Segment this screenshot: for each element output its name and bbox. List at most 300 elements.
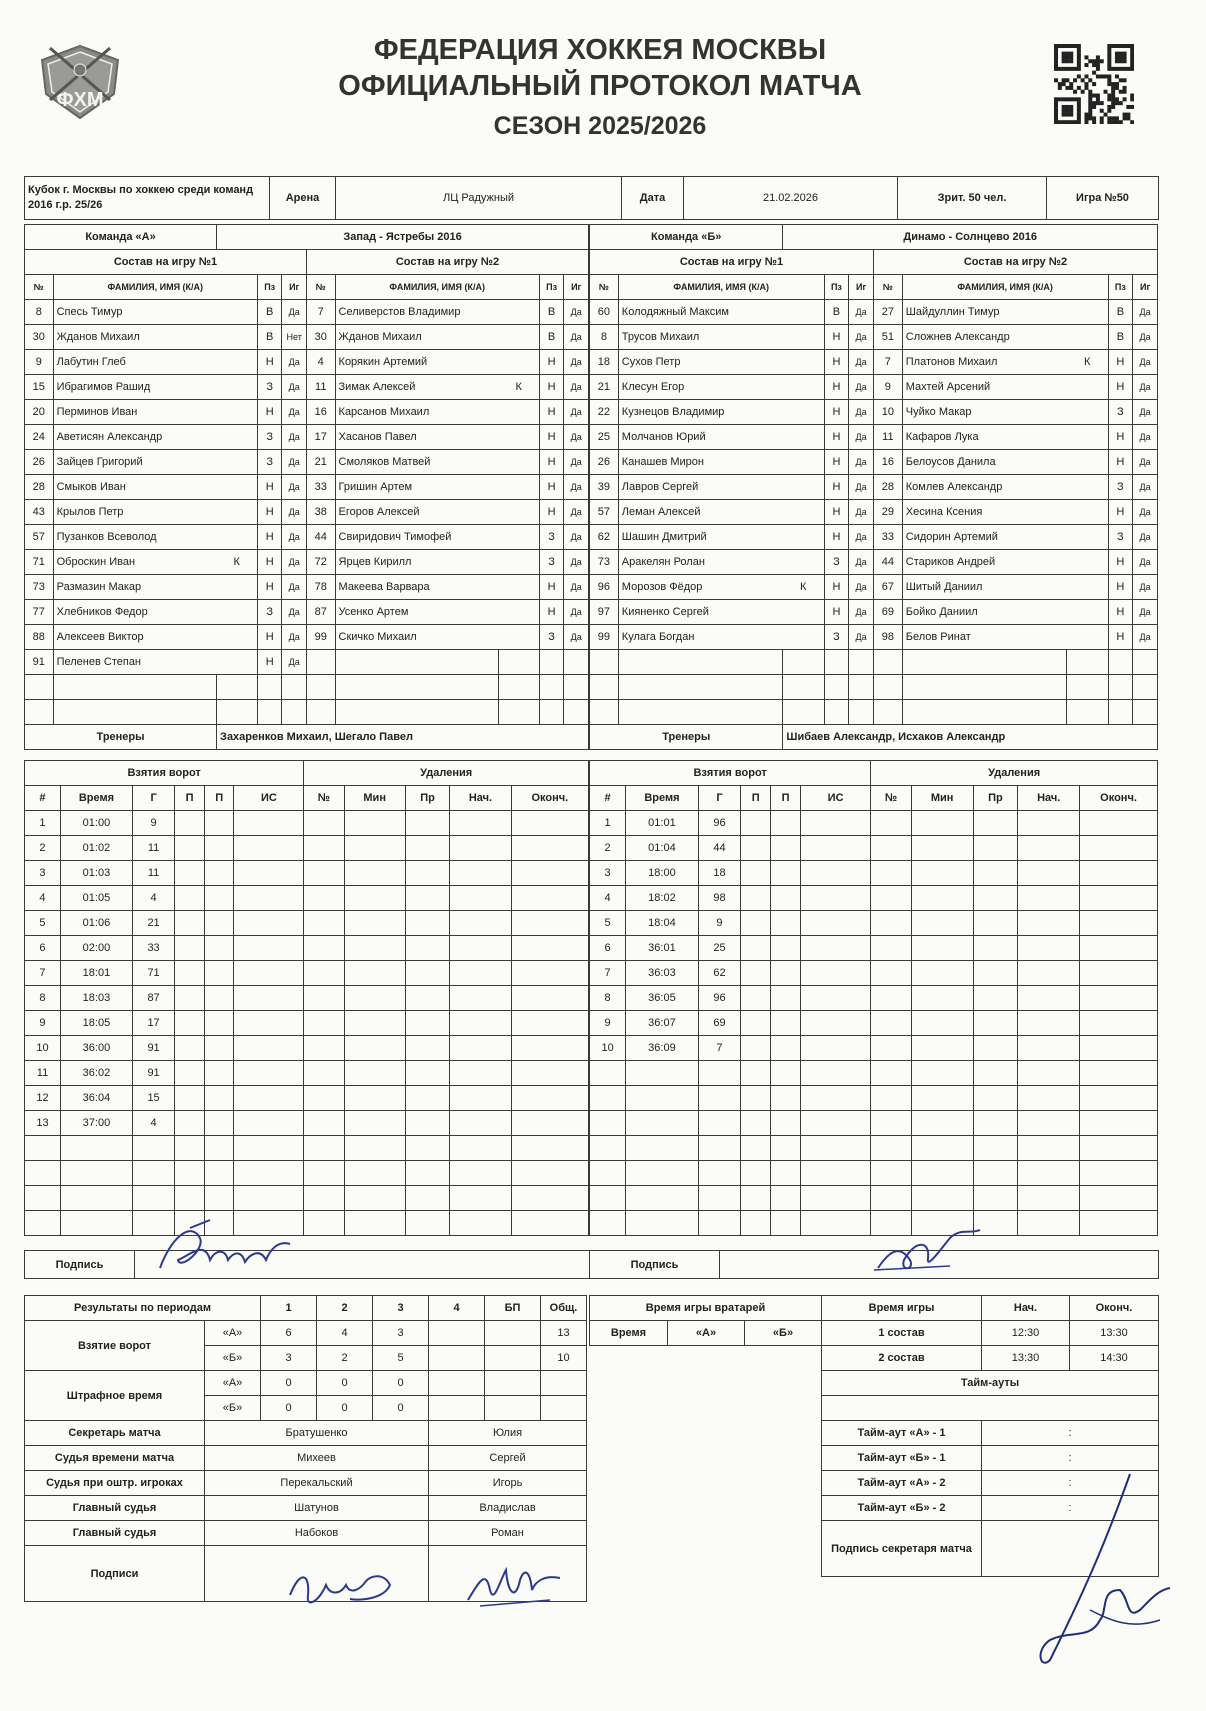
- goal-scorer: 18: [698, 861, 741, 886]
- official-role: Главный судья: [25, 1496, 205, 1521]
- player-position: Н: [257, 500, 282, 525]
- period-cell: [485, 1346, 541, 1371]
- goal-number: 6: [590, 936, 626, 961]
- player-played: Да: [1133, 400, 1158, 425]
- empty-cell: [304, 911, 344, 936]
- player-number: 99: [306, 625, 335, 650]
- player-number: 87: [306, 600, 335, 625]
- empty-cell: [741, 961, 771, 986]
- date-label: Дата: [622, 177, 684, 220]
- empty-cell: [304, 1011, 344, 1036]
- empty-cell: [1018, 1186, 1080, 1211]
- captain-mark: [783, 425, 824, 450]
- empty-cell: [783, 650, 824, 675]
- goals-col-p2: П: [771, 786, 801, 811]
- secretary-signature: [1030, 1470, 1180, 1670]
- period-col: БП: [485, 1296, 541, 1321]
- timeouts-title: Тайм-ауты: [822, 1371, 1159, 1396]
- captain-mark: К: [217, 550, 258, 575]
- empty-cell: [306, 700, 335, 725]
- official-surname: Набоков: [205, 1521, 429, 1546]
- game-time-row-label: 1 состав: [822, 1321, 982, 1346]
- player-position: З: [257, 600, 282, 625]
- player-position: Н: [1108, 450, 1133, 475]
- empty-cell: [511, 986, 588, 1011]
- empty-cell: [344, 886, 405, 911]
- player-number: 62: [590, 525, 619, 550]
- match-info-table: [24, 176, 1159, 220]
- captain-mark: [217, 450, 258, 475]
- goal-time: 01:01: [626, 811, 698, 836]
- empty-cell: [511, 1136, 588, 1161]
- timeout-label: Тайм-аут «Б» - 1: [822, 1446, 982, 1471]
- empty-cell: [234, 1011, 304, 1036]
- player-number: 99: [590, 625, 619, 650]
- team-label: Команда «Б»: [590, 225, 783, 250]
- goal-time: 36:04: [60, 1086, 132, 1111]
- empty-cell: [498, 700, 539, 725]
- empty-cell: [25, 1211, 61, 1236]
- player-position: Н: [824, 375, 849, 400]
- timeout-label: Тайм-аут «А» - 2: [822, 1471, 982, 1496]
- empty-cell: [450, 1036, 511, 1061]
- player-played: Да: [282, 375, 307, 400]
- goal-time: 01:04: [626, 836, 698, 861]
- empty-cell: [25, 1161, 61, 1186]
- player-position: Н: [824, 325, 849, 350]
- empty-cell: [1018, 886, 1080, 911]
- empty-cell: [204, 1136, 234, 1161]
- player-position: Н: [824, 400, 849, 425]
- empty-cell: [871, 1186, 911, 1211]
- player-played: Да: [282, 600, 307, 625]
- empty-cell: [204, 861, 234, 886]
- player-played: Да: [1133, 350, 1158, 375]
- player-played: Да: [849, 525, 874, 550]
- col-ig: Иг: [282, 275, 307, 300]
- player-number: 67: [873, 575, 902, 600]
- protocol-title: ОФИЦИАЛЬНЫЙ ПРОТОКОЛ МАТЧА: [338, 70, 862, 102]
- player-number: 21: [306, 450, 335, 475]
- player-played: Да: [564, 525, 589, 550]
- player-number: 10: [873, 400, 902, 425]
- arena-label: Арена: [270, 177, 336, 220]
- official-name: Владислав: [429, 1496, 587, 1521]
- captain-mark: [1067, 375, 1108, 400]
- tournament-name: Кубок г. Москвы по хоккею среди команд 2016 г.р. 25/26: [25, 177, 270, 220]
- goals-col-g: Г: [698, 786, 741, 811]
- empty-cell: [1018, 911, 1080, 936]
- empty-cell: [25, 675, 54, 700]
- game-time-row-label: 2 состав: [822, 1346, 982, 1371]
- empty-cell: [1018, 1086, 1080, 1111]
- empty-cell: [344, 911, 405, 936]
- player-number: 44: [306, 525, 335, 550]
- empty-cell: [771, 1011, 801, 1036]
- empty-cell: [698, 1061, 741, 1086]
- goals-col-time: Время: [626, 786, 698, 811]
- empty-cell: [511, 811, 588, 836]
- player-number: 39: [590, 475, 619, 500]
- empty-cell: [1018, 1161, 1080, 1186]
- empty-cell: [800, 986, 870, 1011]
- goal-number: 10: [25, 1036, 61, 1061]
- col-name: ФАМИЛИЯ, ИМЯ (К/А): [335, 275, 539, 300]
- empty-cell: [911, 936, 973, 961]
- empty-cell: [1018, 986, 1080, 1011]
- coach-b-signature: [870, 1220, 990, 1280]
- empty-cell: [450, 811, 511, 836]
- player-name: Ярцев Кирилл: [335, 550, 498, 575]
- player-played: Да: [1133, 450, 1158, 475]
- empty-cell: [973, 961, 1018, 986]
- empty-cell: [698, 1211, 741, 1236]
- empty-cell: [1080, 1061, 1158, 1086]
- goals-title: Взятия ворот: [25, 761, 304, 786]
- captain-mark: [1067, 450, 1108, 475]
- penalties-title: Удаления: [304, 761, 589, 786]
- empty-cell: [217, 675, 258, 700]
- goal-number: 9: [590, 1011, 626, 1036]
- empty-cell: [800, 886, 870, 911]
- empty-cell: [405, 986, 449, 1011]
- captain-mark: [498, 450, 539, 475]
- empty-cell: [304, 1086, 344, 1111]
- game-time-start: 13:30: [982, 1346, 1070, 1371]
- goal-time: 37:00: [60, 1111, 132, 1136]
- captain-mark: К: [783, 575, 824, 600]
- player-number: 9: [25, 350, 54, 375]
- empty-cell: [204, 836, 234, 861]
- player-played: Да: [564, 325, 589, 350]
- goals-col-p1: П: [175, 786, 205, 811]
- empty-cell: [871, 986, 911, 1011]
- empty-cell: [511, 886, 588, 911]
- empty-cell: [405, 936, 449, 961]
- goal-number: 13: [25, 1111, 61, 1136]
- empty-cell: [800, 961, 870, 986]
- captain-mark: [783, 625, 824, 650]
- roster-title-1: Состав на игру №1: [590, 250, 874, 275]
- empty-cell: [344, 961, 405, 986]
- empty-cell: [405, 1036, 449, 1061]
- empty-cell: [871, 961, 911, 986]
- coaches-names: Захаренков Михаил, Шегало Павел: [217, 725, 589, 750]
- empty-cell: [405, 1061, 449, 1086]
- player-name: Хасанов Павел: [335, 425, 498, 450]
- empty-cell: [911, 861, 973, 886]
- player-name: Сложнев Александр: [902, 325, 1067, 350]
- empty-cell: [304, 836, 344, 861]
- player-played: Да: [282, 625, 307, 650]
- player-number: 28: [25, 475, 54, 500]
- empty-cell: [175, 986, 205, 1011]
- period-cell: [541, 1396, 587, 1421]
- period-cell: 4: [317, 1321, 373, 1346]
- empty-cell: [304, 1211, 344, 1236]
- empty-cell: [771, 1111, 801, 1136]
- goal-number: 7: [25, 961, 61, 986]
- empty-cell: [973, 1011, 1018, 1036]
- goal-number: 2: [25, 836, 61, 861]
- empty-cell: [344, 1211, 405, 1236]
- captain-mark: [217, 475, 258, 500]
- empty-cell: [204, 1186, 234, 1211]
- goal-number: 12: [25, 1086, 61, 1111]
- team-b-roster: [589, 224, 1158, 750]
- empty-cell: [306, 675, 335, 700]
- period-cell: [429, 1396, 485, 1421]
- empty-cell: [60, 1211, 132, 1236]
- period-cell: 0: [261, 1371, 317, 1396]
- empty-cell: [257, 675, 282, 700]
- period-cell: [485, 1396, 541, 1421]
- empty-cell: [450, 1061, 511, 1086]
- empty-cell: [405, 886, 449, 911]
- player-position: Н: [257, 525, 282, 550]
- empty-cell: [175, 961, 205, 986]
- player-played: Да: [282, 300, 307, 325]
- empty-cell: [1080, 1036, 1158, 1061]
- goal-number: 4: [590, 886, 626, 911]
- player-name: Комлев Александр: [902, 475, 1067, 500]
- goal-time: 01:03: [60, 861, 132, 886]
- player-position: В: [1108, 325, 1133, 350]
- player-position: З: [539, 550, 564, 575]
- captain-mark: К: [498, 375, 539, 400]
- player-number: 77: [25, 600, 54, 625]
- player-played: Да: [564, 350, 589, 375]
- goals-col-p2: П: [204, 786, 234, 811]
- player-number: 8: [590, 325, 619, 350]
- player-played: Да: [282, 475, 307, 500]
- empty-cell: [771, 1211, 801, 1236]
- empty-cell: [1080, 1136, 1158, 1161]
- player-name: Морозов Фёдор: [618, 575, 783, 600]
- player-name: Сухов Петр: [618, 350, 783, 375]
- empty-cell: [771, 886, 801, 911]
- captain-mark: [217, 425, 258, 450]
- empty-cell: [771, 1186, 801, 1211]
- empty-cell: [1133, 675, 1158, 700]
- empty-cell: [234, 911, 304, 936]
- empty-cell: [1080, 836, 1158, 861]
- player-number: 33: [873, 525, 902, 550]
- empty-cell: [175, 1186, 205, 1211]
- team-label: Команда «А»: [25, 225, 217, 250]
- empty-cell: [344, 861, 405, 886]
- col-pos: Пз: [257, 275, 282, 300]
- empty-cell: [282, 675, 307, 700]
- empty-cell: [771, 961, 801, 986]
- gk-time-col: Время: [590, 1321, 668, 1346]
- captain-mark: [498, 350, 539, 375]
- player-number: 73: [25, 575, 54, 600]
- captain-mark: [1067, 500, 1108, 525]
- empty-cell: [626, 1086, 698, 1111]
- empty-cell: [973, 1036, 1018, 1061]
- empty-cell: [871, 1161, 911, 1186]
- empty-cell: [871, 886, 911, 911]
- player-played: Да: [564, 550, 589, 575]
- empty-cell: [783, 675, 824, 700]
- period-cell: [541, 1371, 587, 1396]
- empty-cell: [234, 1086, 304, 1111]
- player-number: 16: [873, 450, 902, 475]
- player-number: 29: [873, 500, 902, 525]
- player-number: 88: [25, 625, 54, 650]
- empty-cell: [511, 1061, 588, 1086]
- empty-cell: [911, 1036, 973, 1061]
- player-played: Да: [849, 300, 874, 325]
- goal-number: 11: [25, 1061, 61, 1086]
- empty-cell: [771, 986, 801, 1011]
- goals-col-g: Г: [132, 786, 174, 811]
- player-name: Бойко Даниил: [902, 600, 1067, 625]
- signatures-label: Подписи: [25, 1546, 205, 1602]
- player-number: 27: [873, 300, 902, 325]
- player-position: З: [539, 525, 564, 550]
- empty-cell: [590, 1111, 626, 1136]
- empty-cell: [511, 936, 588, 961]
- timeout-value: :: [982, 1496, 1159, 1521]
- empty-cell: [304, 1111, 344, 1136]
- player-played: Да: [564, 450, 589, 475]
- gk-time-title: Время игры вратарей: [590, 1296, 822, 1321]
- period-col: 4: [429, 1296, 485, 1321]
- empty-cell: [175, 1136, 205, 1161]
- empty-cell: [741, 911, 771, 936]
- empty-cell: [771, 1136, 801, 1161]
- empty-cell: [698, 1186, 741, 1211]
- empty-cell: [698, 1161, 741, 1186]
- player-position: З: [257, 450, 282, 475]
- captain-mark: [217, 525, 258, 550]
- empty-cell: [973, 1186, 1018, 1211]
- empty-cell: [234, 1186, 304, 1211]
- empty-cell: [1108, 650, 1133, 675]
- goal-time: 36:03: [626, 961, 698, 986]
- player-name: Молчанов Юрий: [618, 425, 783, 450]
- empty-cell: [911, 1086, 973, 1111]
- empty-cell: [1080, 1186, 1158, 1211]
- empty-cell: [1080, 861, 1158, 886]
- empty-cell: [175, 1061, 205, 1086]
- col-ig: Иг: [564, 275, 589, 300]
- period-cell: 0: [373, 1396, 429, 1421]
- empty-cell: [618, 650, 783, 675]
- empty-cell: [1080, 1011, 1158, 1036]
- empty-cell: [234, 1161, 304, 1186]
- empty-cell: [234, 836, 304, 861]
- captain-mark: [217, 600, 258, 625]
- empty-cell: [626, 1136, 698, 1161]
- goal-scorer: 4: [132, 886, 174, 911]
- empty-cell: [741, 1086, 771, 1111]
- empty-cell: [405, 1161, 449, 1186]
- team-name: Запад - Ястребы 2016: [217, 225, 589, 250]
- official-role: Судья времени матча: [25, 1446, 205, 1471]
- goals-col-is: ИС: [234, 786, 304, 811]
- player-number: 25: [590, 425, 619, 450]
- player-position: Н: [824, 575, 849, 600]
- empty-cell: [450, 936, 511, 961]
- empty-cell: [741, 1011, 771, 1036]
- timeout-value: :: [982, 1446, 1159, 1471]
- goal-number: 1: [590, 811, 626, 836]
- player-name: Хесина Ксения: [902, 500, 1067, 525]
- empty-cell: [871, 1011, 911, 1036]
- empty-cell: [800, 911, 870, 936]
- player-number: 51: [873, 325, 902, 350]
- empty-cell: [741, 1161, 771, 1186]
- empty-cell: [911, 1061, 973, 1086]
- empty-cell: [902, 675, 1067, 700]
- empty-cell: [973, 1061, 1018, 1086]
- official-name: Роман: [429, 1521, 587, 1546]
- empty-cell: [304, 936, 344, 961]
- pen-col-end: Оконч.: [511, 786, 588, 811]
- empty-cell: [304, 1061, 344, 1086]
- empty-cell: [450, 961, 511, 986]
- empty-cell: [849, 700, 874, 725]
- empty-cell: [204, 1111, 234, 1136]
- empty-cell: [175, 1011, 205, 1036]
- empty-cell: [25, 700, 54, 725]
- player-number: 4: [306, 350, 335, 375]
- player-number: 8: [25, 300, 54, 325]
- pen-col-start: Нач.: [1018, 786, 1080, 811]
- empty-cell: [1080, 911, 1158, 936]
- empty-cell: [771, 1086, 801, 1111]
- penalty-time-label: Штрафное время: [25, 1371, 205, 1421]
- empty-cell: [800, 1161, 870, 1186]
- empty-cell: [800, 1186, 870, 1211]
- empty-cell: [25, 1136, 61, 1161]
- empty-cell: [511, 1086, 588, 1111]
- empty-cell: [60, 1136, 132, 1161]
- player-name: Белов Ринат: [902, 625, 1067, 650]
- pen-col-min: Мин: [911, 786, 973, 811]
- player-number: 98: [873, 625, 902, 650]
- empty-cell: [849, 650, 874, 675]
- empty-cell: [450, 1111, 511, 1136]
- logo-text: ФХМ: [56, 89, 104, 111]
- empty-cell: [973, 1136, 1018, 1161]
- player-played: Да: [282, 450, 307, 475]
- official-name: Сергей: [429, 1446, 587, 1471]
- player-name: Клесун Егор: [618, 375, 783, 400]
- player-position: Н: [824, 500, 849, 525]
- empty-cell: [1018, 1061, 1080, 1086]
- player-number: 18: [590, 350, 619, 375]
- empty-cell: [204, 811, 234, 836]
- empty-cell: [175, 836, 205, 861]
- fhm-logo: [30, 40, 130, 124]
- captain-mark: [1067, 575, 1108, 600]
- player-name: Колодяжный Максим: [618, 300, 783, 325]
- empty-cell: [405, 836, 449, 861]
- empty-cell: [132, 1136, 174, 1161]
- player-name: Шитый Даниил: [902, 575, 1067, 600]
- empty-cell: [1018, 811, 1080, 836]
- empty-cell: [304, 1136, 344, 1161]
- player-number: 28: [873, 475, 902, 500]
- player-played: Да: [1133, 300, 1158, 325]
- empty-cell: [335, 700, 498, 725]
- player-number: 30: [25, 325, 54, 350]
- player-played: Да: [282, 650, 307, 675]
